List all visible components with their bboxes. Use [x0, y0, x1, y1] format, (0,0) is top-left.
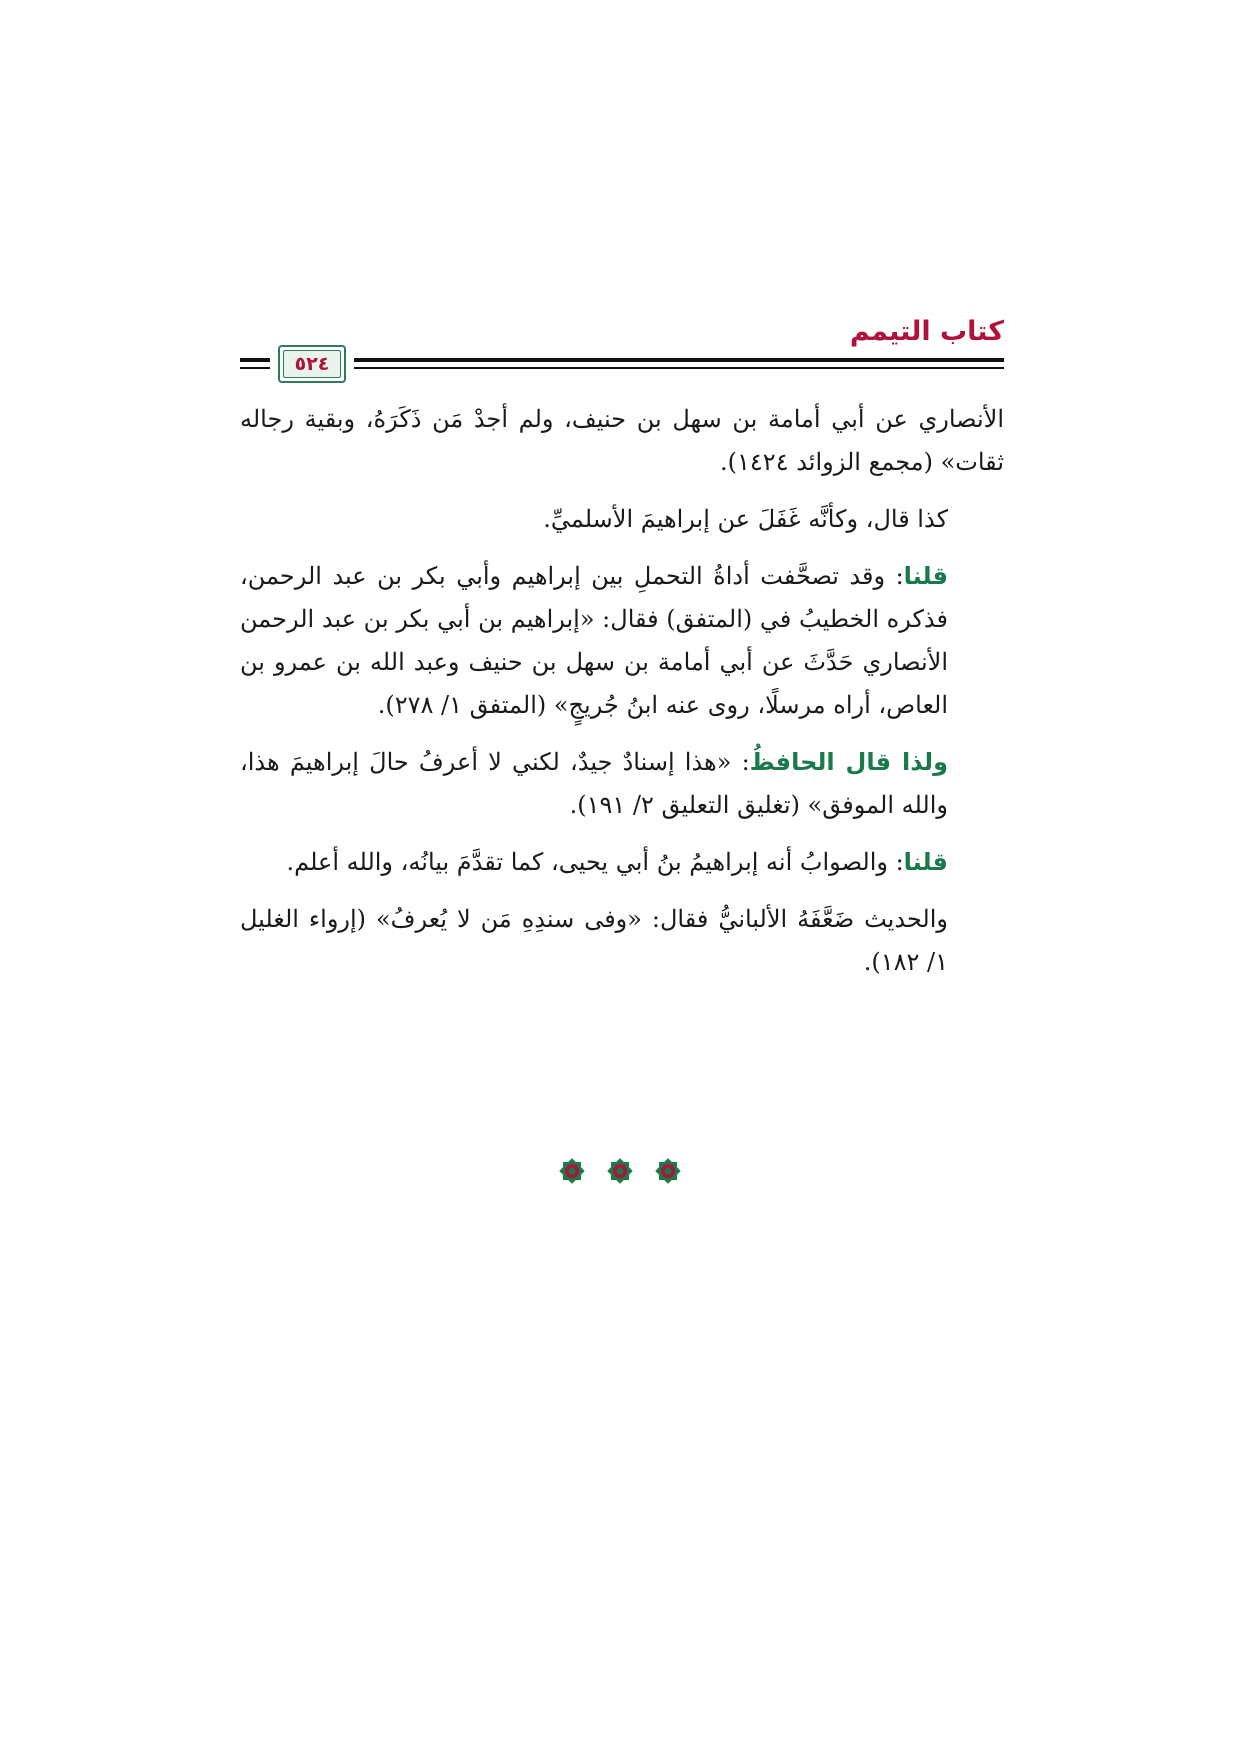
paragraph-text: الأنصاري عن أبي أمامة بن سهل بن حنيف، ولم أجدْ مَن ذَكَرَهُ، وبقية رجاله ثقات» (مجمع الزوائد ١٤٢٤).: [240, 405, 1004, 476]
paragraph-text: والحديث ضَعَّفَهُ الألبانيُّ فقال: «وفى سندِهِ مَن لا يُعرفُ» (إرواء الغليل ١/ ١٨٢).: [240, 905, 949, 976]
page-content: [240, 398, 1004, 998]
book-title: كتاب التيمم: [849, 316, 1004, 347]
paragraph-text: كذا قال، وكأنَّه غَفَلَ عن إبراهيمَ الأسلميِّ.: [543, 505, 948, 533]
star-flower-icon: [605, 1156, 635, 1186]
paragraph-4: [240, 741, 1004, 827]
paragraph-text: : «هذا إسنادٌ جيدٌ، لكني لا أعرفُ حالَ إبراهيمَ هذا، والله الموفق» (تغليق التعليق ٢/ ١٩١).: [240, 748, 948, 819]
paragraph-text: : والصوابُ أنه إبراهيمُ بنُ أبي يحيى، كما تقدَّمَ بيانُه، والله أعلم.: [286, 848, 904, 876]
paragraph-lead: قلنا: [903, 562, 948, 590]
paragraph-lead: قلنا: [903, 848, 948, 876]
paragraph-lead: ولذا قال الحافظُ: [749, 748, 948, 776]
star-flower-icon: [557, 1156, 587, 1186]
page-number: ٥٢٤: [283, 350, 341, 378]
header-rule-thick: [240, 358, 1004, 362]
star-flower-icon: [653, 1156, 683, 1186]
page-number-badge: [278, 345, 346, 383]
paragraph-1: [240, 398, 1004, 484]
paragraph-5: [240, 841, 1004, 884]
page-header: [240, 318, 1004, 388]
paragraph-2: [240, 498, 1004, 541]
paragraph-6: [240, 898, 1004, 984]
paragraph-3: [240, 555, 1004, 727]
header-rule-thin: [240, 367, 1004, 369]
section-end-ornaments: [0, 1156, 1240, 1186]
paragraph-text: : وقد تصحَّفت أداةُ التحملِ بين إبراهيم وأبي بكر بن عبد الرحمن، فذكره الخطيبُ في (المتفق) فقال: «إبراهيم بن أبي بكر بن عبد الرحمن الأنصاري حَدَّثَ عن أبي أمامة بن سهل بن حنيف وعبد الله بن عمرو بن العاص، أراه مرسلًا، روى عنه ابنُ جُريجٍ» (المتفق ١/ ٢٧٨).: [240, 562, 948, 719]
